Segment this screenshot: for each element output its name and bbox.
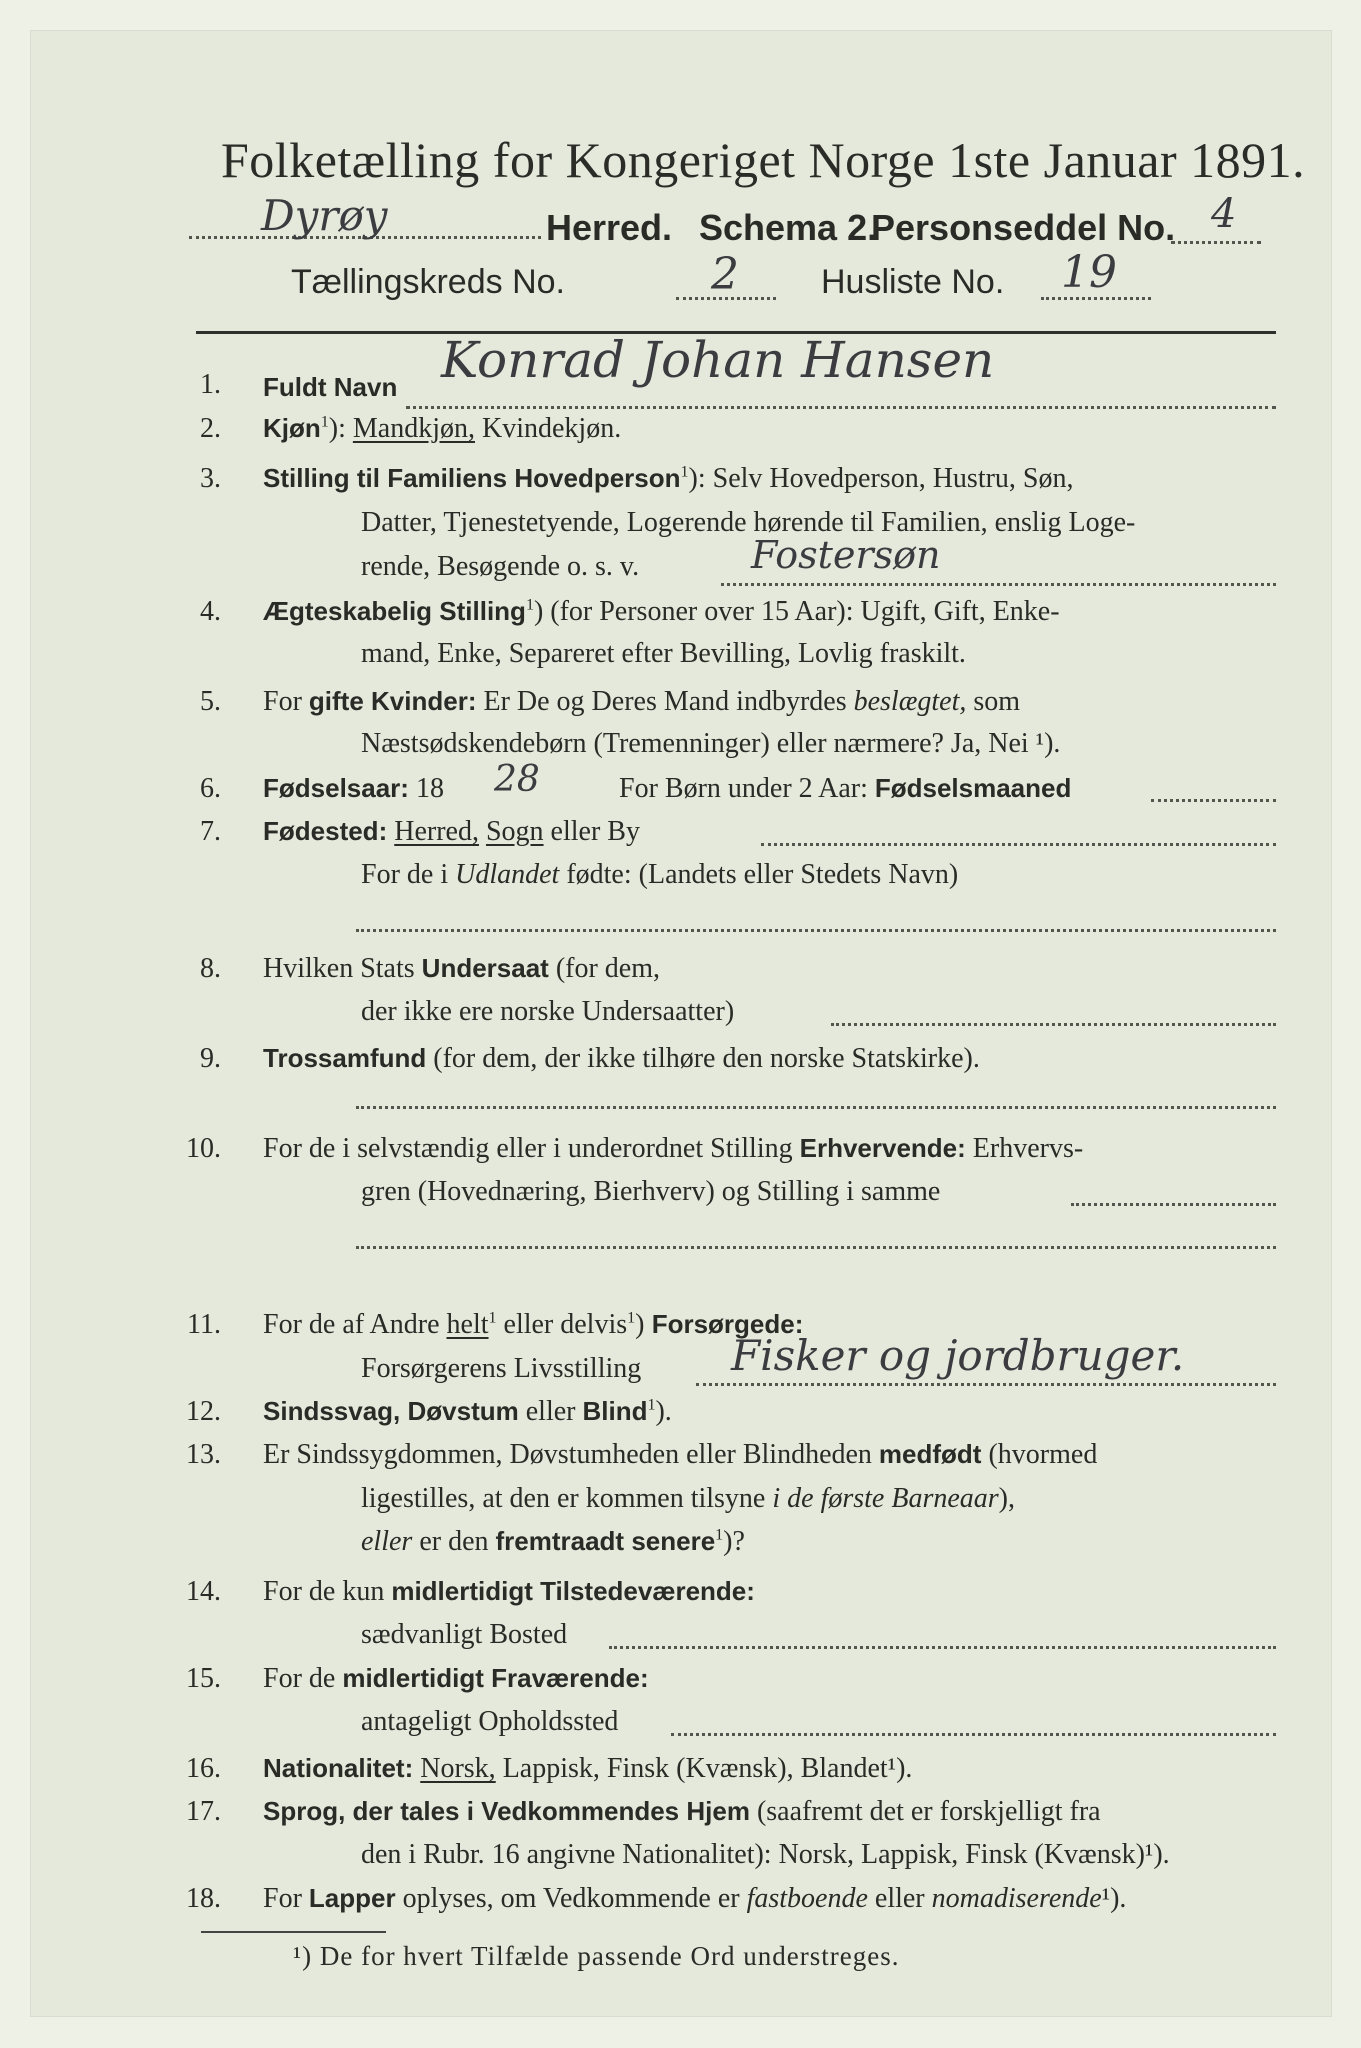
language-text: (saafremt det er forskjelligt fra [749,1796,1101,1827]
lapper-text-e: ¹). [1101,1883,1127,1914]
citizenship-line-2: der ikke ere norske Undersaatter) [361,996,735,1027]
herred-value: Dyrøy [261,191,388,240]
birthplace-label: Fødested: [263,816,388,846]
married-women-label: gifte Kvinder: [308,686,477,716]
congenital-line2-b: i de første Barneaar [772,1483,999,1514]
probable-location-label: antageligt Opholdssted [361,1706,619,1737]
disability-line: Sindssvag, Døvstum eller Blind$^1$). [263,1396,672,1427]
item-number: 18. [186,1883,221,1914]
position-line-2: Datter, Tjenestetyende, Logerende hørende til Familien, enslig Loge- [361,507,1136,538]
birth-month-line [619,773,1071,805]
kreds-dotted-line [676,297,776,300]
item-number: 11. [187,1309,221,1340]
disability-mid: eller [518,1396,583,1427]
married-women-text-c: som [966,686,1021,717]
birth-year-prefix: 18 [408,773,444,804]
position-line-3: rende, Besøgende o. s. v. [361,551,640,582]
item-number: 7. [200,816,221,847]
temp-present-line [263,1576,755,1608]
lapper-text-c: eller [867,1883,932,1914]
supported-mid: eller delvis [496,1309,628,1340]
footnote-ref: 1 [320,413,329,431]
kreds-value: 2 [711,249,739,300]
religion-label: Trossamfund [263,1043,427,1073]
sex-line: Kjøn$^1$): Mandkjøn, Kvindekjøn. [263,413,622,444]
marital-line-2: mand, Enke, Separeret efter Bevilling, Lovlig fraskilt. [361,638,966,669]
item-number: 17. [186,1796,221,1827]
item-number: 8. [200,953,221,984]
lapper-label: Lapper [308,1883,396,1913]
temp-absent-pre: For de [263,1663,343,1694]
sex-female-option: Kvindekjøn. [474,413,622,444]
personseddel-value: 4 [1211,191,1237,237]
abroad-text-b: Udlandet [455,859,560,890]
item-number: 9. [200,1043,221,1074]
nationality-options: Lappisk, Finsk (Kvænsk), Blandet¹). [495,1753,913,1784]
lapper-text-a: oplyses, om Vedkommende er [395,1883,747,1914]
marital-line-1: Ægteskabelig Stilling$^1$) (for Personer over 15 Aar): Ugift, Gift, Enke- [263,596,1060,627]
language-label: Sprog, der tales i Vedkommendes Hjem [263,1796,750,1826]
census-form [30,30,1332,2017]
birthplace-sogn: Sogn [485,816,544,847]
occupation-line-2: gren (Hovednæring, Bierhverv) og Stilling i samme [361,1176,941,1207]
item-number: 3. [200,463,221,494]
item-number: 12. [186,1396,221,1427]
usual-residence-dotted-line [609,1646,1276,1649]
birthplace-dotted-line [761,843,1276,846]
lapper-line [263,1883,1126,1915]
congenital-line3-d: )? [723,1526,745,1557]
item-number: 5. [200,686,221,717]
lapper-pre: For [263,1883,309,1914]
item-number: 4. [200,596,221,627]
birth-year-value: 28 [494,759,540,800]
husliste-dotted-line [1041,297,1151,300]
congenital-label: medfødt [878,1439,982,1469]
occupation-dotted-line-1 [1071,1203,1276,1206]
birth-month-label: Fødselsmaaned [874,773,1072,803]
citizenship-text: (for dem, [548,953,661,984]
congenital-line3-a: eller [361,1526,413,1557]
supporter-occupation-label: Forsørgerens Livsstilling [361,1353,642,1384]
item-number: 14. [186,1576,221,1607]
occupation-line-1 [263,1133,1083,1165]
language-line-1 [263,1796,1101,1828]
occupation-label: Erhvervende: [799,1133,966,1163]
position-options-1: ): Selv Hovedperson, Hustru, Søn, [688,463,1074,494]
religion-text: (for dem, der ikke tilhøre den norske Statskirke). [426,1043,980,1074]
footnote [293,1941,900,1972]
birthplace-abroad-line [361,859,958,891]
congenital-line-2 [361,1483,1015,1515]
disability-tail: ). [655,1396,672,1427]
lapper-fastboende: fastboende [746,1883,868,1914]
congenital-text-c: (hvormed [981,1439,1098,1470]
occupation-pre: For de i selvstændig eller i underordnet Stilling [263,1133,800,1164]
citizenship-label: Undersaat [421,953,549,983]
birthplace-herred: Herred, [394,816,479,847]
citizenship-line-1 [263,953,660,985]
footnote-rule [201,1931,386,1933]
supporter-dotted-line [696,1383,1276,1386]
married-women-pre: For [263,686,309,717]
birth-month-dotted-line [1151,799,1276,802]
birth-month-text: For Børn under 2 Aar: [619,773,875,804]
supported-line-1: For de af Andre helt$^1$ eller delvis$^1$) Forsørgede: [263,1309,804,1340]
probable-location-dotted-line [671,1733,1276,1736]
full-name-value: Konrad Johan Hansen [441,331,995,389]
position-line-1: Stilling til Familiens Hovedperson$^1$): Selv Hovedperson, Hustru, Søn, [263,463,1074,494]
religion-dotted-line [356,1106,1276,1109]
congenital-line3-b: er den [412,1526,496,1557]
marital-label: Ægteskabelig Stilling [263,596,526,626]
married-women-line-1 [263,686,1020,718]
schema-label: Schema 2. [699,207,878,248]
congenital-line-3: eller er den fremtraadt senere$^1$)? [361,1526,745,1557]
abroad-text-c: fødte: (Landets eller Stedets Navn) [559,859,959,890]
item-number: 2. [200,413,221,444]
personseddel-dotted-line [1171,241,1261,244]
supported-label: Forsørgede: [644,1309,804,1339]
nationality-line [263,1753,912,1785]
nationality-label: Nationalitet: [263,1753,414,1783]
position-label: Stilling til Familiens Hovedperson [263,463,681,493]
item-number: 10. [186,1133,221,1164]
congenital-text-a: Er Sindssygdommen, Døvstumheden eller Blindheden [263,1439,879,1470]
supporter-occupation-value: Fisker og jordbruger. [731,1331,1185,1380]
abroad-text-a: For de i [361,859,456,890]
footnote-mark: ¹) [293,1941,313,1971]
supported-pre: For de af Andre [263,1309,447,1340]
herred-label: Herred. [546,207,673,248]
married-women-line-2: Næstsødskendebørn (Tremenninger) eller nærmere? Ja, Nei ¹). [361,728,1061,759]
item-number: 16. [186,1753,221,1784]
married-women-text-b: beslægtet, [853,686,967,717]
language-line-2: den i Rubr. 16 angivne Nationalitet): Norsk, Lappisk, Finsk (Kvænsk)¹). [361,1839,1170,1870]
married-women-text-a: Er De og Deres Mand indbyrdes [476,686,854,717]
occupation-dotted-line-2 [356,1246,1276,1249]
congenital-line-1 [263,1439,1097,1471]
marital-options-1: ) (for Personer over 15 Aar): Ugift, Gift, Enke- [533,596,1060,627]
husliste-value: 19 [1061,247,1117,298]
item-number: 15. [186,1663,221,1694]
sex-male-option: Mandkjøn, [352,413,475,444]
item-number: 6. [200,773,221,804]
disability-label-blind: Blind [582,1396,648,1426]
disability-label: Sindssvag, Døvstum [263,1396,519,1426]
full-name-label: Fuldt Navn [263,372,398,402]
full-name-dotted-line [406,406,1276,409]
congenital-line2-a: ligestilles, at den er kommen tilsyne [361,1483,773,1514]
birth-year-label: Fødselsaar: [263,773,409,803]
citizenship-pre: Hvilken Stats [263,953,422,984]
form-title: Folketælling for Kongeriget Norge 1ste Januar 1891. [221,132,1306,188]
footnote-text: De for hvert Tilfælde passende Ord understreges. [312,1941,900,1971]
supported-helt: helt [446,1309,489,1340]
usual-residence-label: sædvanligt Bosted [361,1619,568,1650]
personseddel-label: Personseddel No. [871,207,1176,248]
nationality-norsk: Norsk, [420,1753,496,1784]
position-value: Fostersøn [751,533,941,577]
temp-absent-line [263,1663,649,1695]
birthplace-line [263,816,640,848]
item-number: 1. [200,369,221,400]
temp-present-pre: For de kun [263,1576,392,1607]
occupation-text: Erhvervs- [965,1133,1084,1164]
religion-line [263,1043,980,1075]
lapper-nomadiserende: nomadiserende [931,1883,1102,1914]
congenital-line2-c: ), [998,1483,1015,1514]
citizenship-dotted-line [831,1023,1276,1026]
birthplace-by: eller By [543,816,640,847]
temp-absent-label: midlertidigt Fraværende: [342,1663,649,1693]
husliste-label: Husliste No. [821,263,1005,301]
item-number: 13. [186,1439,221,1470]
kreds-label: Tællingskreds No. [291,263,565,301]
birth-year-line [263,773,444,805]
congenital-line3-label: fremtraadt senere [495,1526,716,1556]
position-dotted-line [721,583,1276,586]
temp-present-label: midlertidigt Tilstedeværende: [391,1576,755,1606]
abroad-dotted-line [356,929,1276,932]
sex-label: Kjøn [263,413,321,443]
